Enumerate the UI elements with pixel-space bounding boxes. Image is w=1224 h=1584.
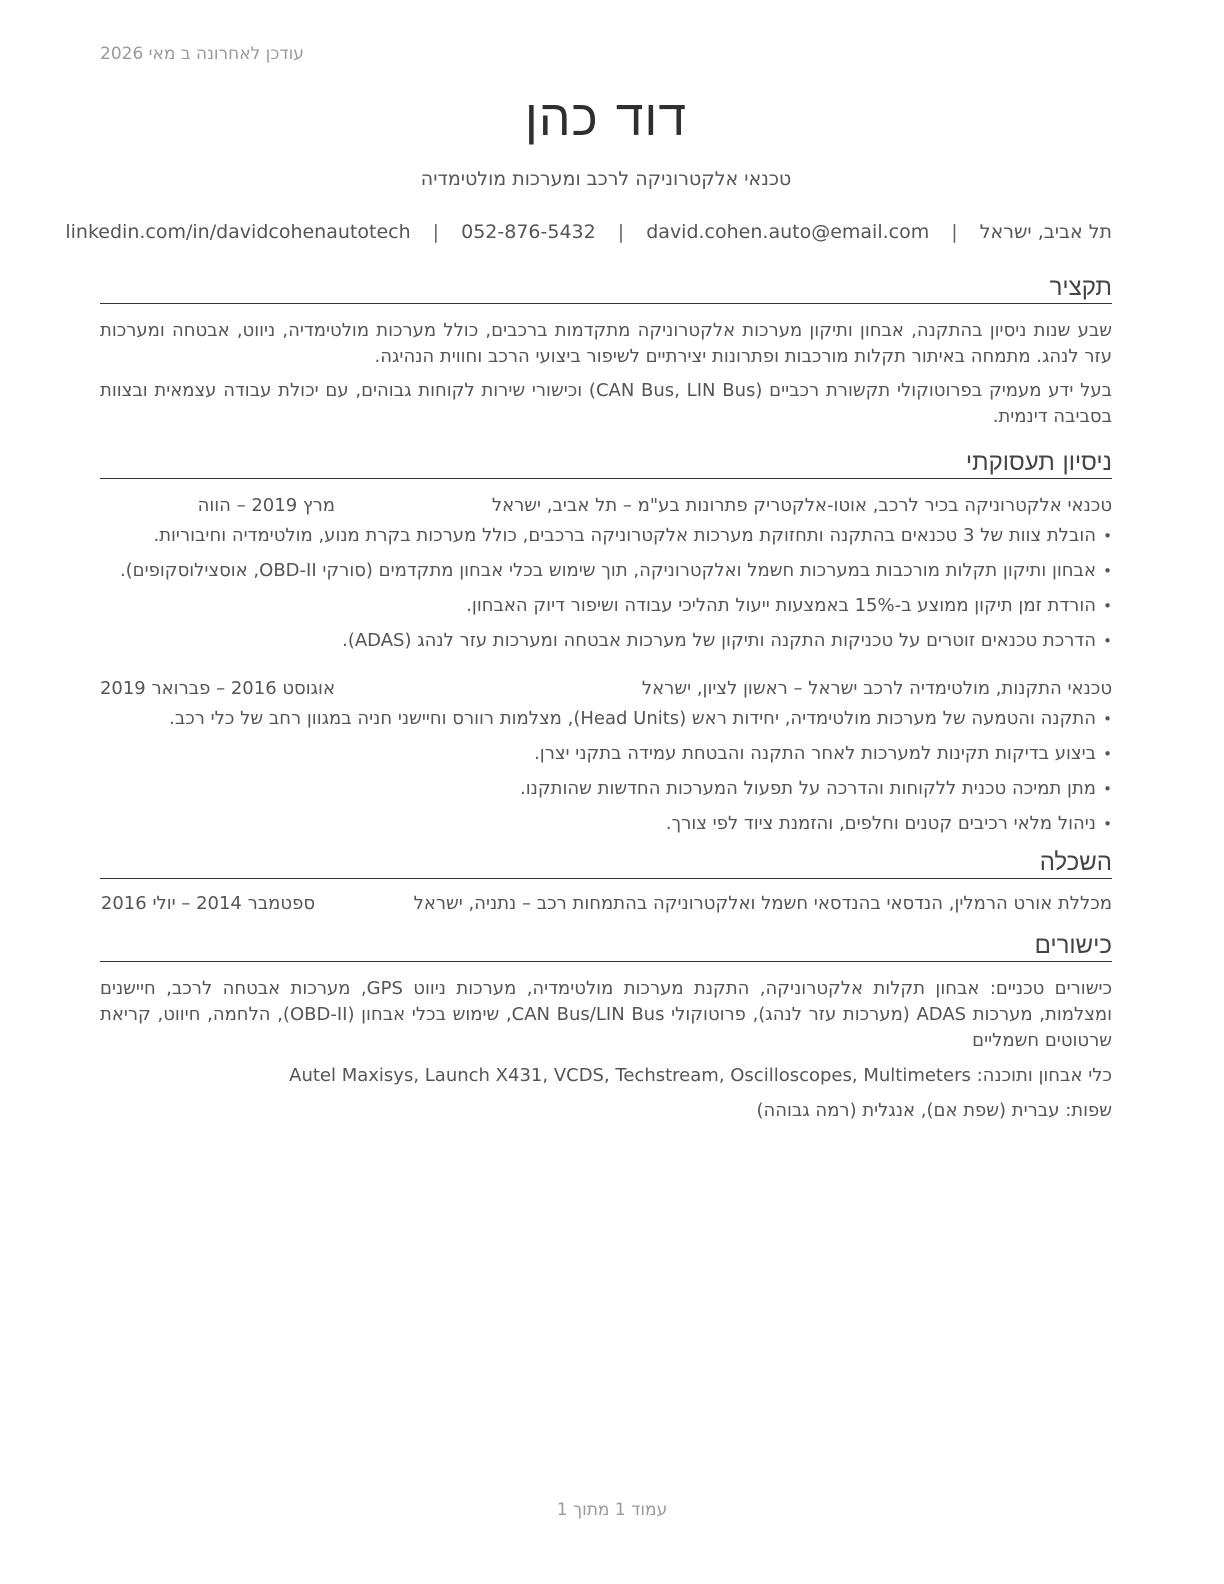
job-title: טכנאי אלקטרוניקה לרכב ומערכות מולטימדיה: [420, 168, 792, 190]
contact-location: תל אביב, ישראל: [979, 221, 1112, 243]
education-institution: מכללת אורט הרמלין, הנדסאי בהנדסאי חשמל ואלקטרוניקה בהתמחות רכב – נתניה, ישראל: [413, 893, 1112, 914]
experience-heading: ניסיון תעסוקתי: [100, 446, 1112, 479]
resume-page: [65, 84, 1113, 1124]
education-dates: ספטמבר 2014 – יולי 2016: [100, 893, 315, 914]
candidate-name: דוד כהן: [524, 89, 688, 147]
skills-heading: כישורים: [100, 929, 1112, 962]
job-entry: [100, 493, 1112, 654]
skills-technical: כישורים טכניים: אבחון תקלות אלקטרוניקה, התקנת מערכות מולטימדיה, מערכות ניווט GPS, מערכות אבטחה לרכב, חיישנים ומצלמות, מערכות ADAS (מערכות עזר לנהג), פרוטוקולי CAN Bus/LIN Bus, שימוש בכלי אבחון (OBD-II), הלחמה, חיווט, קריאת שרטוטים חשמליים: [100, 978, 1113, 1051]
summary-section: [100, 271, 1112, 430]
summary-paragraph: בעל ידע מעמיק בפרוטוקולי תקשורת רכביים (CAN Bus, LIN Bus) וכישורי שירות לקוחות גבוהים, עם יכולת עבודה עצמאית ובצוות בסביבה דינמית.: [100, 380, 1112, 427]
experience-section: [100, 446, 1112, 837]
education-entry: [100, 891, 1112, 917]
summary-paragraph: שבע שנות ניסיון בהתקנה, אבחון ותיקון מערכות אלקטרוניקה מתקדמות ברכבים, כולל מערכות מולטימדיה, ניווט, אבטחה ומערכות עזר לנהג. מתמחה באיתור תקלות מורכבות ופתרונות יצירתיים לשיפור ביצועי הרכב וחווית הנהיגה.: [100, 320, 1112, 367]
summary-heading: תקציר: [100, 271, 1112, 304]
skills-languages: שפות: עברית (שפת אם), אנגלית (רמה גבוהה): [756, 1100, 1112, 1121]
job-bullet: • הורדת זמן תיקון ממוצע ב-15% באמצעות ייעול תהליכי עבודה ושיפור דיוק האבחון.: [100, 593, 1096, 619]
job-header: [100, 493, 1112, 519]
job-bullet: • מתן תמיכה טכנית ללקוחות והדרכה על תפעול המערכות החדשות שהותקנו.: [100, 776, 1096, 802]
job-bullet: • אבחון ותיקון תקלות מורכבות במערכות חשמל ואלקטרוניקה, תוך שימוש בכלי אבחון מתקדמים (סורקי OBD-II, אוסצילוסקופים).: [100, 558, 1096, 584]
job-header: [100, 676, 1112, 702]
contact-phone: 052-876-5432: [461, 221, 596, 243]
job-dates: אוגוסט 2016 – פברואר 2019: [99, 678, 335, 699]
job-bullet: • התקנה והטמעה של מערכות מולטימדיה, יחידות ראש (Head Units), מצלמות רוורס וחיישני חניה במגוון רחב של כלי רכב.: [100, 706, 1096, 732]
last-updated-note: עודכן לאחרונה ב מאי 2026: [100, 44, 304, 64]
job-bullet: • הובלת צוות של 3 טכנאים בהתקנה ותחזוקת מערכות אלקטרוניקה ברכבים, כולל מערכות בקרת מנוע, מולטימדיה וחיבוריות.: [100, 523, 1096, 549]
education-section: [100, 846, 1112, 917]
skills-section: [100, 929, 1112, 1124]
job-bullet: • ביצוע בדיקות תקינות למערכות לאחר התקנה והבטחת עמידה בתקני יצרן.: [100, 741, 1096, 767]
contact-email[interactable]: david.cohen.auto@email.com: [646, 221, 930, 243]
job-bullets: [100, 523, 1112, 654]
contact-separator: |: [951, 221, 958, 243]
skills-tools: כלי אבחון ותוכנה: Autel Maxisys, Launch X431, VCDS, Techstream, Oscilloscopes, Multimeters: [289, 1065, 1112, 1086]
contact-line: [65, 219, 1112, 245]
job-dates: מרץ 2019 – הווה: [197, 495, 335, 516]
page-number: עמוד 1 מתוך 1: [556, 1500, 668, 1520]
job-entry: [100, 676, 1112, 837]
contact-linkedin[interactable]: linkedin.com/in/davidcohenautotech: [65, 221, 411, 243]
contact-separator: |: [432, 221, 440, 243]
contact-separator: |: [617, 221, 625, 243]
education-heading: השכלה: [100, 846, 1112, 879]
job-bullets: [100, 706, 1112, 837]
job-role-company: טכנאי אלקטרוניקה בכיר לרכב, אוטו-אלקטריק פתרונות בע"מ – תל אביב, ישראל: [491, 495, 1112, 516]
job-bullet: • ניהול מלאי רכיבים קטנים וחלפים, והזמנת ציוד לפי צורך.: [100, 811, 1096, 837]
job-bullet: • הדרכת טכנאים זוטרים על טכניקות התקנה ותיקון של מערכות אבטחה ומערכות עזר לנהג (ADAS).: [100, 628, 1096, 654]
job-role-company: טכנאי התקנות, מולטימדיה לרכב ישראל – ראשון לציון, ישראל: [641, 678, 1112, 699]
